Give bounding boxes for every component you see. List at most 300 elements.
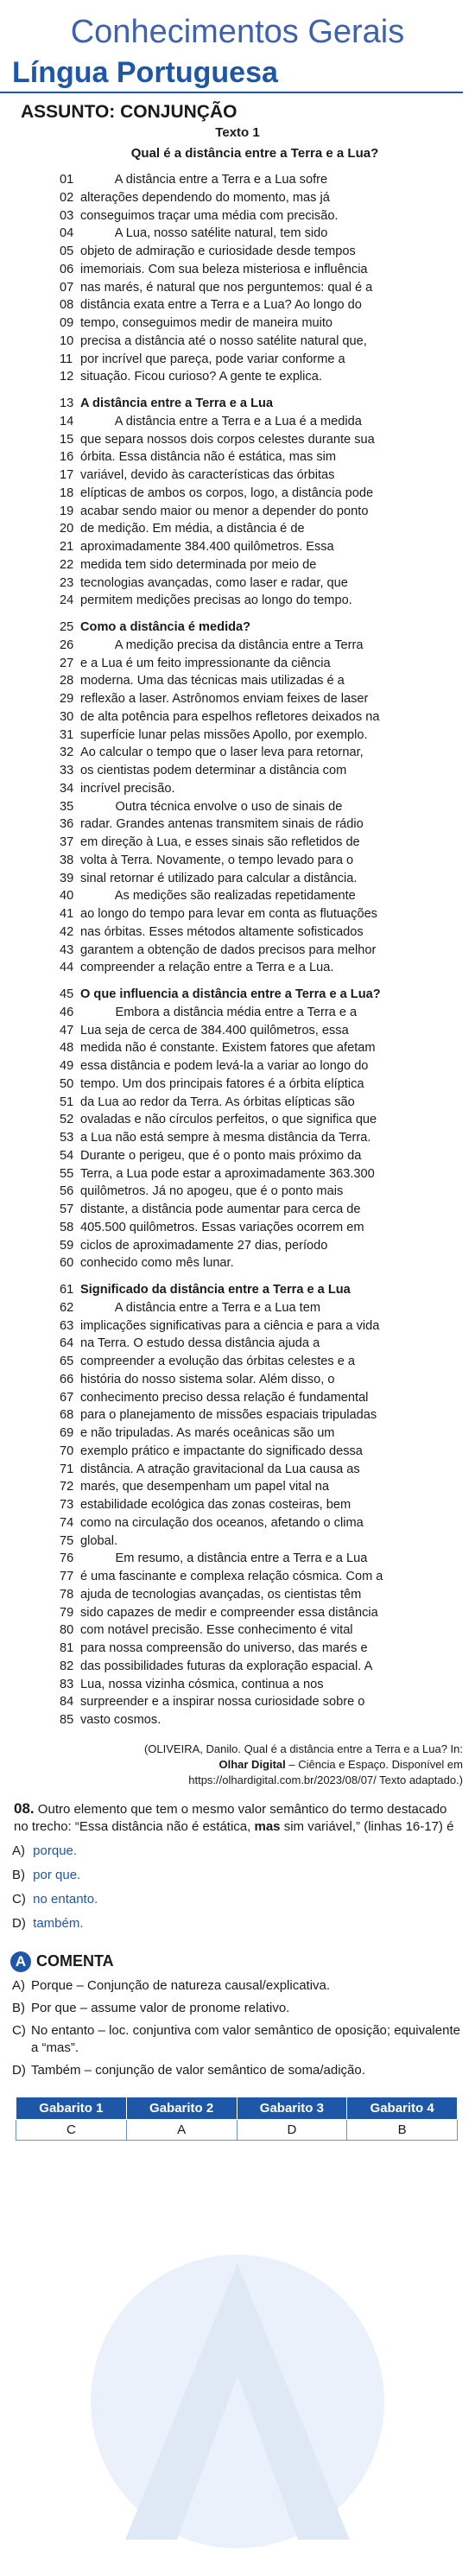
text-line: [0, 798, 475, 816]
text-line: [0, 333, 475, 351]
text-line: [0, 592, 475, 610]
line-number: 42: [60, 924, 74, 939]
text-label: Texto 1: [215, 125, 260, 140]
text-line: [0, 556, 475, 574]
text-line: [0, 986, 475, 1004]
comment-letter: A): [12, 1977, 25, 1993]
option-text: no entanto.: [33, 1891, 98, 1907]
line-number: 81: [60, 1641, 74, 1655]
line-text: para o planejamento de missões espaciais tripuladas: [80, 1408, 377, 1423]
text-line: [0, 243, 475, 261]
line-text: vasto cosmos.: [80, 1713, 162, 1727]
line-text: reflexão a laser. Astrônomos enviam feixes de laser: [80, 692, 369, 706]
line-text: distância. A atração gravitacional da Lua causa as: [80, 1462, 360, 1476]
line-number: 36: [60, 817, 74, 832]
line-number: 15: [60, 432, 74, 447]
line-text: Lua, nossa vizinha cósmica, continua a nos: [80, 1677, 324, 1691]
text-line: [0, 1299, 475, 1317]
line-text: Em resumo, a distância entre a Terra e a Lua: [80, 1551, 368, 1566]
line-number: 19: [60, 504, 74, 518]
line-number: 25: [60, 620, 74, 634]
line-number: 30: [60, 709, 74, 724]
line-number: 76: [60, 1551, 74, 1566]
text-line: [0, 942, 475, 960]
line-number: 06: [60, 262, 74, 276]
text-line: [0, 395, 475, 413]
line-number: 38: [60, 853, 74, 867]
section-heading: Significado da distância entre a Terra e a Lua: [80, 1283, 351, 1297]
option-c[interactable]: [0, 1884, 475, 1908]
line-text: A distância entre a Terra e a Lua é a medida: [80, 414, 362, 428]
line-text: compreender a relação entre a Terra e a Lua.: [80, 961, 334, 975]
text-line: [0, 1254, 475, 1272]
line-text: compreender a evolução das órbitas celestes e a: [80, 1355, 356, 1368]
line-number: 49: [60, 1059, 74, 1073]
line-text: é uma fascinante e complexa relação cósmica. Com a: [80, 1570, 383, 1583]
line-number: 32: [60, 746, 74, 760]
text-line: [0, 708, 475, 726]
line-number: 33: [60, 764, 74, 777]
text-line: [0, 1237, 475, 1255]
comment-letter: B): [12, 2000, 25, 2015]
line-text: distante, a distância pode aumentar para cerca de: [80, 1202, 361, 1216]
text-line: [0, 834, 475, 852]
line-text: ovaladas e não círculos perfeitos, o que significa que: [80, 1113, 377, 1127]
line-text: sido capazes de medir e compreender essa distância: [80, 1605, 378, 1620]
line-text: tecnologias avançadas, como laser e radar, que: [80, 575, 348, 590]
comment-item: [0, 2057, 475, 2079]
answer-key-value: D: [237, 2119, 347, 2140]
line-number: 21: [60, 540, 74, 554]
line-number: 07: [60, 280, 74, 295]
line-number: 83: [60, 1677, 74, 1691]
line-text: A medição precisa da distância entre a Terra: [80, 638, 364, 652]
text-line: [0, 1532, 475, 1551]
text-line: [0, 780, 475, 798]
line-text: estabilidade ecológica das zonas costeiras, bem: [80, 1498, 352, 1512]
text-line: [0, 1335, 475, 1353]
text-line: [0, 887, 475, 905]
numbered-text: [0, 171, 475, 1729]
line-number: 67: [60, 1390, 74, 1405]
line-number: 64: [60, 1336, 74, 1351]
line-number: 20: [60, 522, 74, 536]
line-number: 69: [60, 1426, 74, 1440]
text-line: [0, 1693, 475, 1711]
answer-key-header: Gabarito 4: [347, 2097, 458, 2119]
option-a[interactable]: [0, 1836, 475, 1860]
line-number: 46: [60, 1005, 74, 1019]
line-number: 70: [60, 1443, 74, 1458]
comment-text: No entanto – loc. conjuntiva com valor semântico de oposição; equivalente a “mas”.: [31, 2022, 460, 2055]
line-text: A distância entre a Terra e a Lua sofre: [80, 173, 328, 187]
line-text: na Terra. O estudo dessa distância ajuda a: [80, 1336, 320, 1351]
line-number: 14: [60, 414, 74, 428]
text-line: [0, 1621, 475, 1640]
line-text: conseguimos traçar uma média com precisão.: [80, 208, 339, 223]
text-line: [0, 1371, 475, 1389]
text-line: [0, 1129, 475, 1147]
line-number: 59: [60, 1238, 74, 1253]
citation-line3: https://olhardigital.com.br/2023/08/07/ Texto adaptado.): [188, 1773, 463, 1786]
line-text: em direção à Lua, e esses sinais são refletidos de: [80, 835, 360, 849]
page-header-title: Conhecimentos Gerais: [70, 14, 405, 50]
line-text: essa distância e podem levá-la a variar ao longo do: [80, 1059, 369, 1073]
text-line: [0, 815, 475, 834]
line-text: marés, que desempenham um papel vital na: [80, 1480, 329, 1494]
line-text: situação. Ficou curioso? A gente te explica.: [80, 370, 322, 384]
line-number: 43: [60, 942, 74, 957]
comment-text: Porque – Conjunção de natureza causal/explicativa.: [31, 1977, 331, 1993]
text-line: [0, 1022, 475, 1040]
text-line: [0, 225, 475, 243]
option-letter: D): [12, 1915, 26, 1931]
line-number: 08: [60, 298, 74, 313]
line-text: 405.500 quilômetros. Essas variações ocorrem em: [80, 1220, 364, 1234]
line-text: tempo, conseguimos medir de maneira muito: [80, 316, 333, 330]
line-number: 48: [60, 1041, 74, 1056]
comment-text: Por que – assume valor de pronome relativo.: [31, 2000, 290, 2015]
comenta-label: COMENTA: [36, 1952, 114, 1970]
line-number: 09: [60, 316, 74, 330]
answer-key-header-row: [16, 2097, 458, 2119]
line-text: Embora a distância média entre a Terra e a: [80, 1005, 358, 1019]
line-number: 03: [60, 208, 74, 223]
line-text: sinal retornar é utilizado para calcular a distância.: [80, 871, 358, 885]
option-text: também.: [33, 1915, 84, 1931]
line-number: 34: [60, 781, 74, 796]
text-line: [0, 1057, 475, 1075]
section-heading: Como a distância é medida?: [80, 620, 251, 634]
text-line: [0, 690, 475, 708]
line-number: 66: [60, 1372, 74, 1386]
text-line: [0, 1353, 475, 1371]
line-text: e não tripuladas. As marés oceânicas são um: [80, 1426, 335, 1440]
text-title: Qual é a distância entre a Terra e a Lua?: [130, 146, 379, 161]
line-number: 50: [60, 1076, 74, 1091]
line-number: 04: [60, 226, 74, 241]
line-text: nas marés, é natural que nos perguntemos: qual é a: [80, 280, 373, 295]
line-text: variável, devido às características das órbitas: [80, 468, 335, 482]
comment-letter: D): [12, 2062, 26, 2078]
text-line: [0, 1111, 475, 1129]
line-text: Ao calcular o tempo que o laser leva para retornar,: [80, 746, 364, 760]
text-line: [0, 1586, 475, 1604]
line-number: 79: [60, 1605, 74, 1620]
citation-line1: (OLIVEIRA, Danilo. Qual é a distância entre a Terra e a Lua? In:: [143, 1742, 463, 1755]
line-text: distância exata entre a Terra e a Lua? Ao longo do: [80, 298, 362, 313]
line-number: 63: [60, 1318, 74, 1333]
text-line: [0, 1496, 475, 1514]
question-highlight: mas: [254, 1818, 281, 1834]
answer-key-header: Gabarito 1: [16, 2097, 127, 2119]
line-text: A distância entre a Terra e a Lua tem: [80, 1300, 320, 1315]
text-line: [0, 1424, 475, 1443]
line-text: tempo. Um dos principais fatores é a órbita elíptica: [80, 1076, 364, 1091]
line-number: 62: [60, 1300, 74, 1315]
line-number: 24: [60, 593, 74, 608]
line-number: 37: [60, 835, 74, 849]
text-line: [0, 485, 475, 503]
text-line: [0, 1478, 475, 1496]
text-line: [0, 923, 475, 942]
line-number: 11: [60, 352, 73, 366]
line-text: ajuda de tecnologias avançadas, os cientistas têm: [80, 1587, 362, 1602]
line-number: 84: [60, 1695, 74, 1710]
line-text: ao longo do tempo para levar em conta as flutuações: [80, 907, 377, 921]
text-line: [0, 1183, 475, 1201]
line-text: permitem medições precisas ao longo do tempo.: [80, 593, 352, 608]
text-line: [0, 1094, 475, 1112]
comment-item: [0, 1972, 475, 1995]
section-heading: O que influencia a distância entre a Terra e a Lua?: [80, 987, 381, 1001]
option-d[interactable]: [0, 1908, 475, 1932]
text-line: [0, 1443, 475, 1461]
line-text: alterações dependendo do momento, mas já: [80, 190, 330, 205]
text-line: [0, 171, 475, 189]
line-text: superfície lunar pelas missões Apollo, por exemplo.: [80, 727, 368, 742]
option-text: porque.: [33, 1843, 78, 1858]
line-number: 27: [60, 656, 74, 670]
line-text: de medição. Em média, a distância é de: [80, 522, 305, 536]
line-text: com notável precisão. Esse conhecimento é vital: [80, 1623, 353, 1638]
option-letter: C): [12, 1891, 26, 1907]
line-number: 60: [60, 1256, 74, 1271]
comenta-icon: A: [10, 1951, 31, 1972]
text-line: [0, 1550, 475, 1568]
line-number: 05: [60, 244, 74, 258]
line-number: 29: [60, 692, 74, 706]
citation: [0, 1729, 475, 1788]
line-text: A Lua, nosso satélite natural, tem sido: [80, 226, 328, 241]
line-number: 57: [60, 1202, 74, 1216]
line-number: 16: [60, 450, 74, 465]
text-line: [0, 1039, 475, 1057]
line-text: medida não é constante. Existem fatores que afetam: [80, 1041, 376, 1056]
line-text: e a Lua é um feito impressionante da ciência: [80, 656, 331, 670]
line-number: 01: [60, 173, 74, 187]
text-line: [0, 296, 475, 314]
line-text: história do nosso sistema solar. Além disso, o: [80, 1372, 335, 1386]
text-line: [0, 538, 475, 556]
line-text: precisa a distância até o nosso satélite natural que,: [80, 333, 367, 348]
text-line: [0, 189, 475, 207]
answer-key-table: [16, 2097, 458, 2141]
line-number: 75: [60, 1533, 74, 1548]
line-text: quilômetros. Já no apogeu, que é o ponto mais: [80, 1184, 344, 1199]
line-text: global.: [80, 1533, 118, 1548]
answer-key-value: A: [126, 2119, 237, 2140]
line-number: 51: [60, 1094, 74, 1109]
text-line: [0, 466, 475, 485]
comment-list: [0, 1972, 475, 2079]
line-number: 39: [60, 871, 74, 885]
line-text: implicações significativas para a ciência e para a vida: [80, 1318, 380, 1333]
line-number: 77: [60, 1570, 74, 1583]
text-line: [0, 503, 475, 521]
text-line: [0, 655, 475, 673]
line-number: 40: [60, 889, 74, 904]
line-text: As medições são realizadas repetidamente: [80, 889, 356, 904]
text-line: [0, 314, 475, 333]
line-text: conhecimento preciso dessa relação é fundamental: [80, 1390, 369, 1405]
text-line: [0, 744, 475, 762]
line-text: surpreender e a inspirar nossa curiosidade sobre o: [80, 1695, 365, 1710]
text-line: [0, 448, 475, 466]
topic-label: ASSUNTO: CONJUNÇÃO: [21, 102, 238, 122]
line-number: 52: [60, 1113, 74, 1127]
text-line: [0, 762, 475, 780]
line-number: 26: [60, 638, 74, 652]
line-text: a Lua não está sempre à mesma distância da Terra.: [80, 1131, 371, 1145]
line-number: 02: [60, 190, 74, 205]
line-text: objeto de admiração e curiosidade desde tempos: [80, 244, 356, 258]
line-text: imemoriais. Com sua beleza misteriosa e influência: [80, 262, 368, 276]
option-letter: B): [12, 1867, 25, 1882]
text-line: [0, 1640, 475, 1658]
text-line: [0, 1317, 475, 1336]
line-text: órbita. Essa distância não é estática, mas sim: [80, 450, 337, 465]
line-number: 47: [60, 1023, 74, 1037]
text-line: [0, 959, 475, 977]
text-line: [0, 1461, 475, 1479]
text-line: [0, 207, 475, 225]
line-number: 71: [60, 1462, 74, 1476]
line-number: 41: [60, 907, 74, 921]
line-text: os cientistas podem determinar a distância com: [80, 764, 347, 777]
text-line: [0, 279, 475, 297]
line-number: 31: [60, 727, 74, 742]
line-number: 85: [60, 1713, 74, 1727]
line-text: elípticas de ambos os corpos, logo, a distância pode: [80, 485, 374, 500]
text-line: [0, 1658, 475, 1676]
line-text: medida tem sido determinada por meio de: [80, 557, 317, 572]
line-text: que separa nossos dois corpos celestes durante sua: [80, 432, 375, 447]
line-number: 17: [60, 468, 74, 482]
line-number: 73: [60, 1498, 74, 1512]
line-text: como na circulação dos oceanos, afetando o clima: [80, 1515, 364, 1530]
answer-key-value: C: [16, 2119, 127, 2140]
line-number: 56: [60, 1184, 74, 1199]
line-text: garantem a obtenção de dados precisos para melhor: [80, 942, 377, 957]
line-number: 82: [60, 1659, 74, 1673]
text-line: [0, 1568, 475, 1586]
line-number: 12: [60, 370, 74, 384]
line-number: 18: [60, 485, 74, 500]
text-line: [0, 852, 475, 870]
line-text: conhecido como mês lunar.: [80, 1256, 234, 1271]
text-line: [0, 1676, 475, 1694]
text-line: [0, 368, 475, 386]
text-line: [0, 619, 475, 637]
line-number: 80: [60, 1623, 74, 1638]
line-text: para nossa compreensão do universo, das marés e: [80, 1641, 368, 1655]
line-number: 10: [60, 333, 74, 348]
subject-title: Língua Portuguesa: [0, 52, 463, 93]
line-text: radar. Grandes antenas transmitem sinais de rádio: [80, 817, 364, 832]
comenta-header: [0, 1932, 475, 1972]
text-line: [0, 1389, 475, 1407]
text-line: [0, 637, 475, 655]
comment-item: [0, 2017, 475, 2057]
comment-letter: C): [12, 2022, 26, 2038]
line-text: Outra técnica envolve o uso de sinais de: [80, 799, 343, 814]
line-number: 45: [60, 987, 74, 1001]
question-stem: [0, 1788, 475, 1836]
line-number: 74: [60, 1515, 74, 1530]
line-text: por incrível que pareça, pode variar conforme a: [80, 352, 345, 366]
line-text: ciclos de aproximadamente 27 dias, período: [80, 1238, 328, 1253]
line-number: 13: [60, 397, 74, 410]
question-text-b: sim variável,” (linhas 16-17) é: [280, 1818, 454, 1834]
line-text: Terra, a Lua pode estar a aproximadamente 363.300: [80, 1166, 375, 1181]
line-number: 78: [60, 1587, 74, 1602]
text-line: [0, 672, 475, 690]
line-text: acabar sendo maior ou menor a depender do ponto: [80, 504, 369, 518]
text-line: [0, 351, 475, 369]
comment-text: Também – conjunção de valor semântico de soma/adição.: [31, 2062, 365, 2078]
line-number: 28: [60, 674, 74, 688]
text-line: [0, 905, 475, 923]
answer-key-value: B: [347, 2119, 458, 2140]
line-text: moderna. Uma das técnicas mais utilizadas é a: [80, 674, 345, 688]
line-text: exemplo prático e impactante do significado dessa: [80, 1443, 363, 1458]
options-list: [0, 1836, 475, 1932]
text-line: [0, 1147, 475, 1165]
line-number: 22: [60, 557, 74, 572]
text-line: [0, 1281, 475, 1299]
line-text: volta à Terra. Novamente, o tempo levado para o: [80, 853, 354, 867]
answer-key-value-row: [16, 2119, 458, 2140]
text-line: [0, 413, 475, 431]
line-text: das possibilidades futuras da exploração espacial. A: [80, 1659, 373, 1673]
text-line: [0, 1604, 475, 1622]
question-number: 08.: [14, 1799, 35, 1817]
line-number: 68: [60, 1408, 74, 1423]
text-line: [0, 574, 475, 593]
line-text: Durante o perigeu, que é o ponto mais próximo da: [80, 1148, 362, 1163]
answer-key-header: Gabarito 2: [126, 2097, 237, 2119]
text-line: [0, 1075, 475, 1094]
line-number: 44: [60, 961, 74, 975]
citation-line2: – Ciência e Espaço. Disponível em: [285, 1757, 463, 1771]
text-line: [0, 1711, 475, 1729]
line-number: 35: [60, 799, 74, 814]
line-number: 65: [60, 1355, 74, 1368]
option-b[interactable]: [0, 1860, 475, 1884]
answer-key-header: Gabarito 3: [237, 2097, 347, 2119]
option-letter: A): [12, 1843, 25, 1858]
logo-watermark: [82, 2229, 393, 2557]
line-number: 54: [60, 1148, 74, 1163]
citation-source: Olhar Digital: [218, 1757, 286, 1771]
comment-item: [0, 1995, 475, 2017]
line-text: aproximadamente 384.400 quilômetros. Essa: [80, 540, 334, 554]
text-line: [0, 1004, 475, 1022]
question-text-a: Outro elemento que tem o mesmo valor semântico do termo destacado no trecho: “Essa distância não é estática,: [14, 1801, 447, 1834]
text-line: [0, 1165, 475, 1183]
text-line: [0, 431, 475, 449]
text-line: [0, 520, 475, 538]
line-text: incrível precisão.: [80, 781, 175, 796]
text-line: [0, 261, 475, 279]
line-number: 53: [60, 1131, 74, 1145]
section-heading: A distância entre a Terra e a Lua: [80, 397, 274, 410]
line-text: nas órbitas. Esses métodos altamente sofisticados: [80, 924, 364, 939]
text-line: [0, 726, 475, 745]
text-line: [0, 1514, 475, 1532]
line-number: 55: [60, 1166, 74, 1181]
